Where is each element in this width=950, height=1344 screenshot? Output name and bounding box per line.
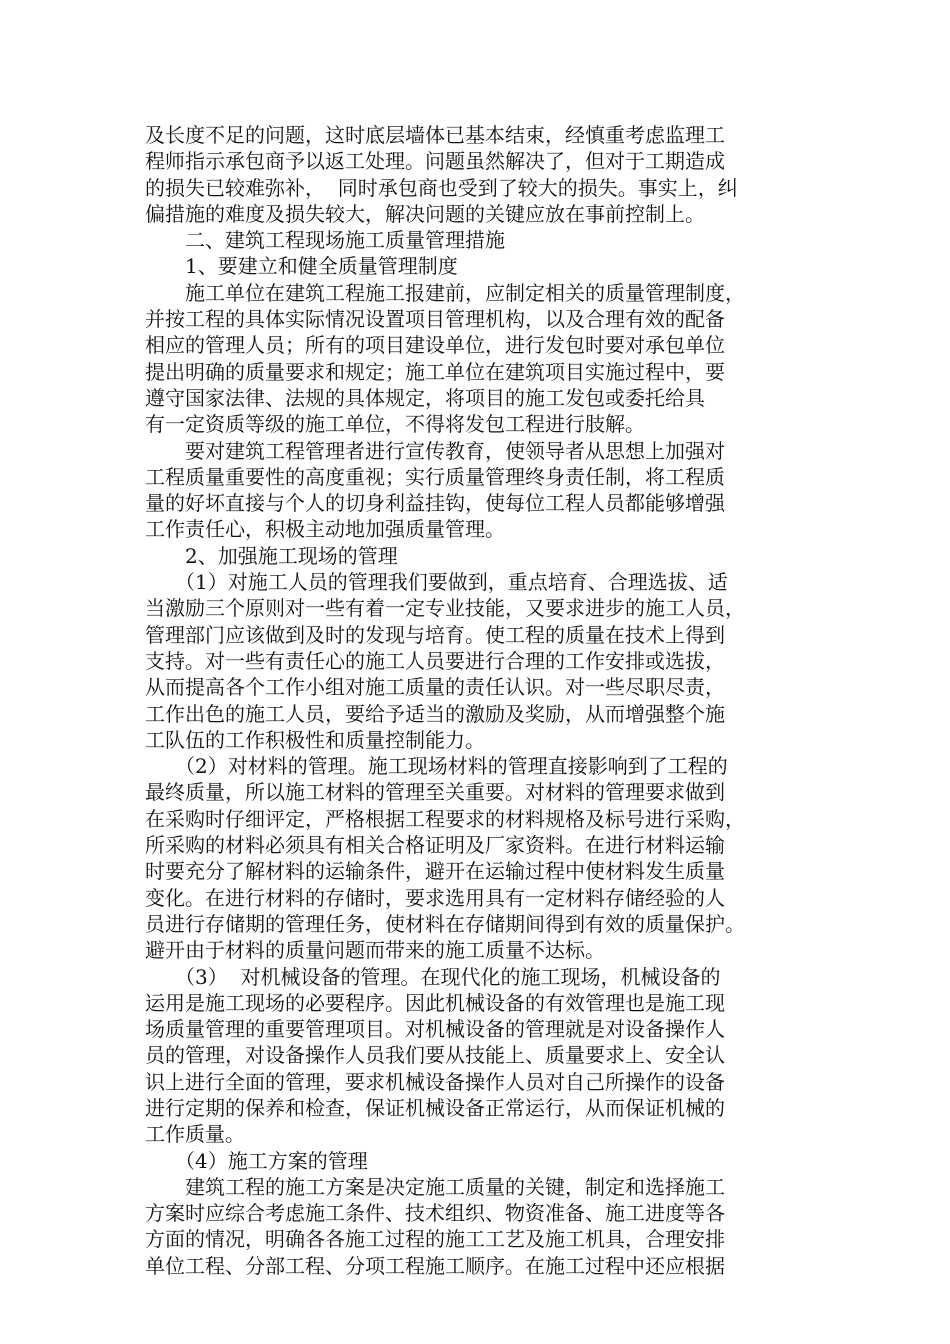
text-line: 相应的管理人员；所有的项目建设单位，进行发包时要对承包单位 (145, 333, 725, 358)
text-line: 施工单位在建筑工程施工报建前，应制定相关的质量管理制度， (145, 280, 745, 305)
text-line: 支持。对一些有责任心的施工人员要进行合理的工作安排或选拔， (145, 648, 725, 673)
text-line: 工程质量重要性的高度重视；实行质量管理终身责任制，将工程质 (145, 464, 725, 489)
text-line: 偏措施的难度及损失较大，解决问题的关键应放在事前控制上。 (145, 201, 705, 226)
text-line: 运用是施工现场的必要程序。因此机械设备的有效管理也是施工现 (145, 990, 725, 1015)
subsection-heading: 1、要建立和健全质量管理制度 (145, 254, 458, 279)
text-line: 程师指示承包商予以返工处理。问题虽然解决了，但对于工期造成 (145, 149, 725, 174)
text-line: 工作出色的施工人员，要给予适当的激励及奖励，从而增强整个施 (145, 701, 725, 726)
text-line: 方面的情况，明确各各施工过程的施工工艺及施工机具，合理安排 (145, 1227, 725, 1252)
text-line: 的损失已较难弥补， 同时承包商也受到了较大的损失。事实上，纠 (145, 175, 738, 200)
subsection-heading: （4）施工方案的管理 (145, 1148, 368, 1173)
text-line: 及长度不足的问题，这时底层墙体已基本结束，经慎重考虑监理工 (145, 123, 725, 147)
text-line: 方案时应综合考虑施工条件、技术组织、物资准备、施工进度等各 (145, 1201, 725, 1226)
text-line: 量的好坏直接与个人的切身利益挂钩，使每位工程人员都能够增强 (145, 491, 725, 516)
text-line: 识上进行全面的管理，要求机械设备操作人员对自己所操作的设备 (145, 1069, 725, 1094)
body-text (145, 122, 805, 1279)
text-line: 最终质量，所以施工材料的管理至关重要。对材料的管理要求做到 (145, 780, 725, 805)
text-line: （3） 对机械设备的管理。在现代化的施工现场，机械设备的 (145, 964, 721, 989)
text-line: 从而提高各个工作小组对施工质量的责任认识。对一些尽职尽责， (145, 675, 725, 700)
text-line: 工作质量。 (145, 1122, 245, 1147)
text-line: 工队伍的工作积极性和质量控制能力。 (145, 727, 485, 752)
text-line: 有一定资质等级的施工单位，不得将发包工程进行肢解。 (145, 412, 645, 437)
text-line: 要对建筑工程管理者进行宣传教育，使领导者从思想上加强对 (145, 438, 725, 463)
text-line: （1）对施工人员的管理我们要做到，重点培育、合理选拔、适 (145, 570, 728, 595)
text-line: 工作责任心，积极主动地加强质量管理。 (145, 517, 505, 542)
text-line: 并按工程的具体实际情况设置项目管理机构，以及合理有效的配备 (145, 307, 725, 332)
text-line: 场质量管理的重要管理项目。对机械设备的管理就是对设备操作人 (145, 1017, 725, 1042)
text-line: 避开由于材料的质量问题而带来的施工质量不达标。 (145, 938, 605, 963)
text-line: 员的管理，对设备操作人员我们要从技能上、质量要求上、安全认 (145, 1043, 725, 1068)
section-heading: 二、建筑工程现场施工质量管理措施 (145, 228, 505, 253)
text-line: 在采购时仔细评定，严格根据工程要求的材料规格及标号进行采购， (145, 806, 745, 831)
text-line: 所采购的材料必须具有相关合格证明及厂家资料。在进行材料运输 (145, 833, 725, 858)
text-line: 时要充分了解材料的运输条件，避开在运输过程中使材料发生质量 (145, 859, 725, 884)
text-line: 提出明确的质量要求和规定；施工单位在建筑项目实施过程中，要 (145, 359, 725, 384)
text-line: 遵守国家法律、法规的具体规定，将项目的施工发包或委托给具 (145, 385, 705, 410)
text-line: 单位工程、分部工程、分项工程施工顺序。在施工过程中还应根据 (145, 1253, 725, 1278)
subsection-heading: 2、加强施工现场的管理 (145, 543, 398, 568)
text-line: （2）对材料的管理。施工现场材料的管理直接影响到了工程的 (145, 754, 728, 779)
text-line: 变化。在进行材料的存储时，要求选用具有一定材料存储经验的人 (145, 885, 725, 910)
text-line: 员进行存储期的管理任务，使材料在存储期间得到有效的质量保护。 (145, 911, 745, 936)
text-line: 进行定期的保养和检查，保证机械设备正常运行，从而保证机械的 (145, 1095, 725, 1120)
text-line: 管理部门应该做到及时的发现与培育。使工程的质量在技术上得到 (145, 622, 725, 647)
text-line: 建筑工程的施工方案是决定施工质量的关键，制定和选择施工 (145, 1174, 725, 1199)
text-line: 当激励三个原则对一些有着一定专业技能，又要求进步的施工人员， (145, 596, 745, 621)
